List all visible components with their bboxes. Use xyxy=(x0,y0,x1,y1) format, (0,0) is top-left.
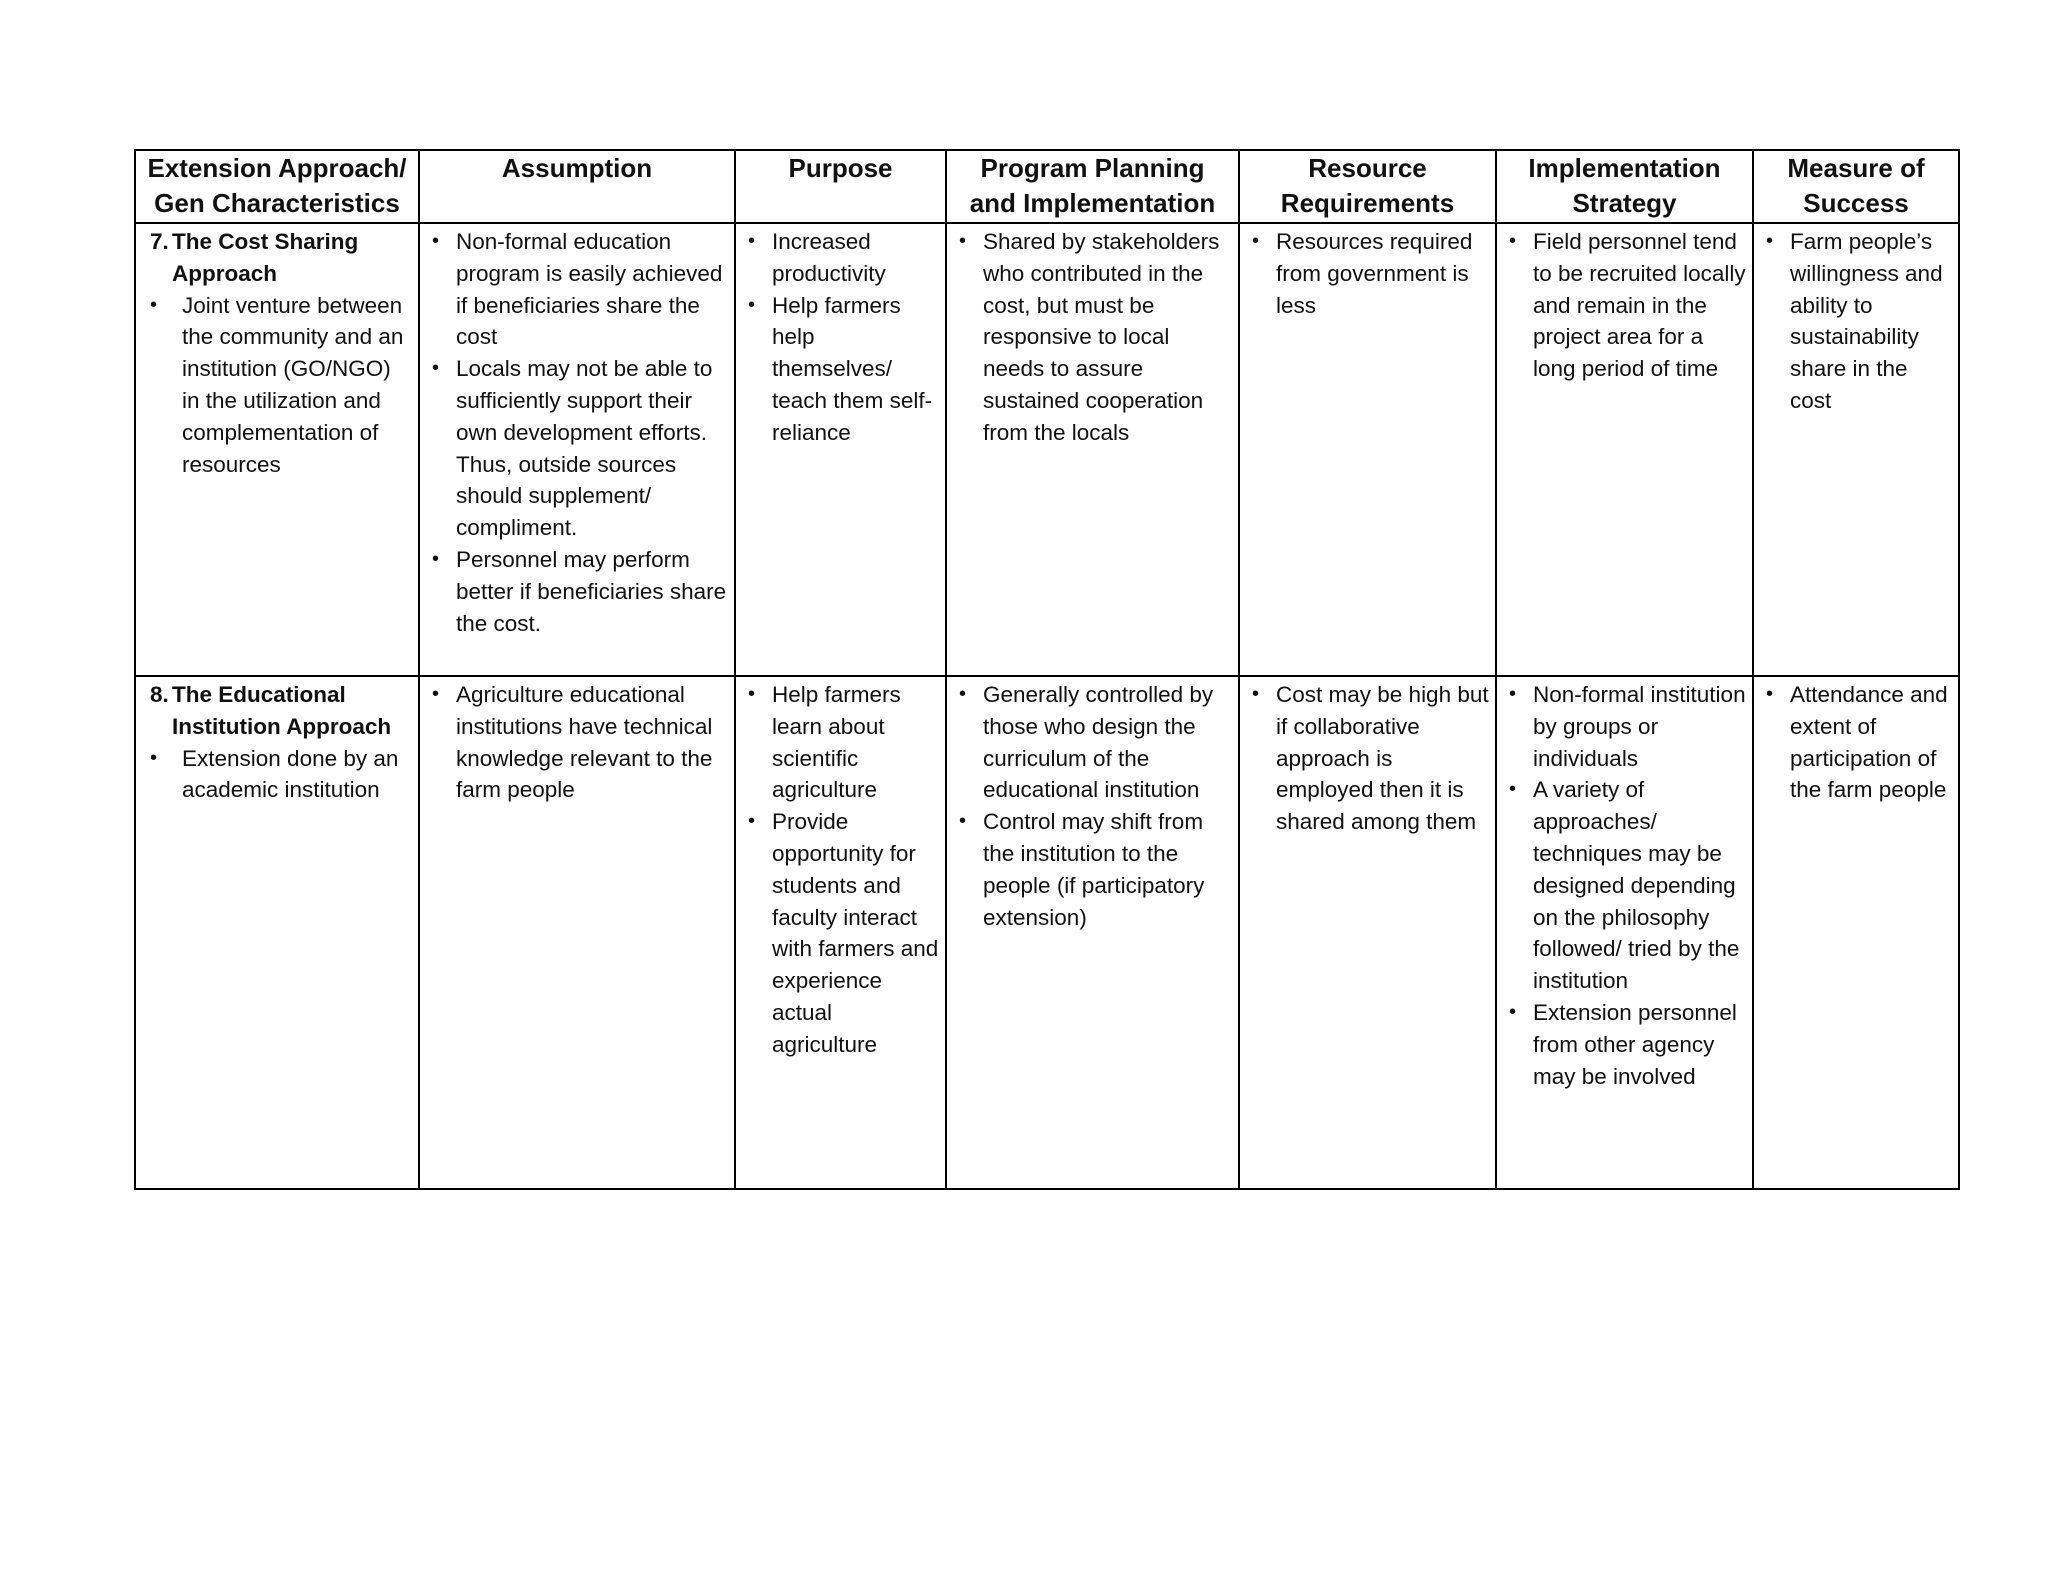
list-item: • Attendance and extent of participation of the farm people xyxy=(1766,682,1948,803)
approach-name: The Cost Sharing Approach xyxy=(172,229,359,286)
resources-list xyxy=(1250,226,1489,321)
extension-approach-table xyxy=(134,149,1960,1190)
list-item: • Control may shift from the institution to the people (if participatory extension) xyxy=(959,809,1205,930)
cell-strategy xyxy=(1496,223,1753,676)
table-header-row xyxy=(135,150,1959,223)
success-list xyxy=(1764,226,1952,417)
header-extension-approach: Extension Approach/ Gen Characteristics xyxy=(135,150,419,223)
resources-list xyxy=(1250,679,1489,838)
list-item: • Locals may not be able to sufficiently support their own development efforts. Thus, outside sources should supplement/ compliment. xyxy=(432,356,713,541)
list-item: • Extension done by an academic institution xyxy=(150,745,399,803)
characteristics-list xyxy=(146,290,412,481)
list-item: • Help farmers learn about scientific agriculture xyxy=(748,682,901,803)
list-item: • Shared by stakeholders who contributed in the cost, but must be responsive to local needs to assure sustained cooperation from the locals xyxy=(959,229,1220,445)
header-resource-requirements: Resource Requirements xyxy=(1239,150,1496,223)
list-item: • Non-formal education program is easily achieved if beneficiaries share the cost xyxy=(432,229,723,350)
cell-purpose xyxy=(735,223,946,676)
assumption-list xyxy=(430,226,728,639)
cell-success xyxy=(1753,223,1959,676)
characteristics-list xyxy=(146,743,412,807)
list-item: • Agriculture educational institutions have technical knowledge relevant to the farm people xyxy=(432,682,713,803)
header-program-planning: Program Planning and Implementation xyxy=(946,150,1239,223)
list-item: • A variety of approaches/ techniques may be designed depending on the philosophy followed/ tried by the institution xyxy=(1509,777,1740,994)
approach-name: The Educational Institution Approach xyxy=(172,682,392,739)
table-row xyxy=(135,676,1959,1189)
approach-number: 7. xyxy=(150,229,169,254)
list-item: • Personnel may perform better if beneficiaries share the cost. xyxy=(432,546,727,636)
planning-list xyxy=(957,679,1232,933)
list-item: • Provide opportunity for students and faculty interact with farmers and experience actual agriculture xyxy=(748,809,939,1057)
cell-resources xyxy=(1239,223,1496,676)
list-item: • Non-formal institution by groups or individuals xyxy=(1509,682,1746,771)
cell-assumption xyxy=(419,223,735,676)
planning-list xyxy=(957,226,1232,449)
list-item: • Generally controlled by those who design the curriculum of the educational institution xyxy=(959,682,1214,803)
list-item: • Cost may be high but if collaborative approach is employed then it is shared among them xyxy=(1252,682,1489,835)
header-implementation-strategy: Implementation Strategy xyxy=(1496,150,1753,223)
purpose-list xyxy=(746,226,939,449)
cell-approach xyxy=(135,676,419,1189)
list-item: • Help farmers help themselves/ teach them self-reliance xyxy=(748,292,933,445)
header-purpose: Purpose xyxy=(735,150,946,223)
approach-title xyxy=(146,226,412,290)
cell-success xyxy=(1753,676,1959,1189)
cell-resources xyxy=(1239,676,1496,1189)
list-item: • Joint venture between the community and an institution (GO/NGO) in the utilization and complementation of resources xyxy=(150,292,404,477)
list-item: • Resources required from government is less xyxy=(1252,229,1473,318)
strategy-list xyxy=(1507,226,1746,385)
cell-purpose xyxy=(735,676,946,1189)
success-list xyxy=(1764,679,1952,806)
list-item: • Farm people’s willingness and ability to sustainability share in the cost xyxy=(1766,229,1943,413)
list-item: • Increased productivity xyxy=(748,229,886,286)
cell-planning xyxy=(946,676,1239,1189)
header-measure-of-success: Measure of Success xyxy=(1753,150,1959,223)
list-item: • Extension personnel from other agency may be involved xyxy=(1509,999,1737,1089)
header-assumption: Assumption xyxy=(419,150,735,223)
approach-number: 8. xyxy=(150,682,169,707)
assumption-list xyxy=(430,679,728,806)
strategy-list xyxy=(1507,679,1746,1092)
cell-approach xyxy=(135,223,419,676)
approach-title xyxy=(146,679,412,743)
cell-assumption xyxy=(419,676,735,1189)
purpose-list xyxy=(746,679,939,1061)
list-item: • Field personnel tend to be recruited locally and remain in the project area for a long period of time xyxy=(1509,229,1746,382)
cell-strategy xyxy=(1496,676,1753,1189)
cell-planning xyxy=(946,223,1239,676)
table-row xyxy=(135,223,1959,676)
